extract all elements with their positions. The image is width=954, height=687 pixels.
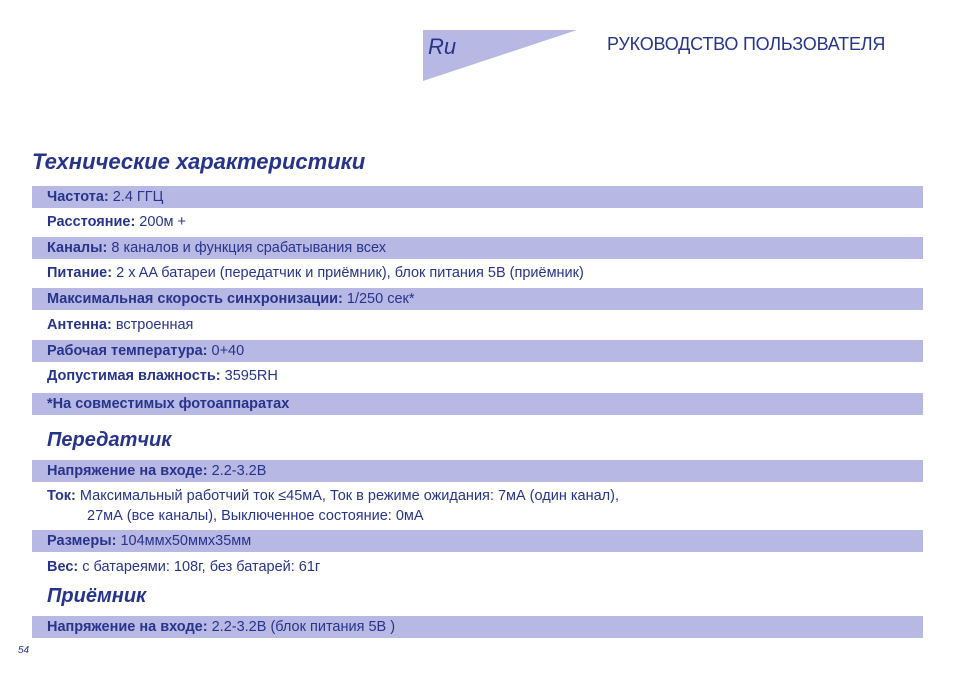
- spec-value: Максимальный работчий ток ≤45мА, Ток в режиме ожидания: 7мА (один канал),: [75, 488, 619, 504]
- spec-value: 2.2-3.2В (блок питания 5В ): [207, 619, 396, 635]
- spec-value: 2.4 ГГЦ: [108, 189, 164, 205]
- transmitter-row-voltage: [32, 460, 923, 482]
- spec-row-antenna: [32, 314, 923, 336]
- spec-label: *На совместимых фотоаппаратах: [47, 396, 290, 412]
- spec-label: Антенна:: [47, 317, 112, 333]
- page-number: 54: [18, 645, 30, 656]
- spec-label: Максимальная скорость синхронизации:: [47, 291, 343, 307]
- spec-value: с батареями: 108г, без батарей: 61г: [78, 559, 321, 575]
- spec-value: встроенная: [111, 317, 194, 333]
- spec-row-frequency: [32, 186, 923, 208]
- receiver-title: Приёмник: [47, 585, 147, 607]
- specs-title: Технические характеристики: [32, 149, 366, 174]
- transmitter-row-weight: [32, 556, 923, 578]
- spec-value: 1/250 сек*: [342, 291, 415, 307]
- spec-label: Размеры:: [47, 533, 117, 549]
- spec-label: Ток:: [47, 488, 76, 504]
- spec-label: Вес:: [47, 559, 79, 575]
- spec-value: 0+40: [207, 343, 245, 359]
- spec-value: 2.2-3.2В: [207, 463, 267, 479]
- spec-label: Напряжение на входе:: [47, 619, 208, 635]
- spec-row-note: [32, 393, 923, 415]
- spec-label: Частота:: [47, 189, 109, 205]
- spec-value: 200м +: [135, 214, 186, 230]
- spec-row-sync-speed: [32, 288, 923, 310]
- language-tab: [423, 30, 577, 81]
- spec-label: Каналы:: [47, 240, 108, 256]
- spec-label: Питание:: [47, 265, 113, 281]
- language-tab-label: Ru: [428, 34, 457, 59]
- spec-value: 2 x AA батареи (передатчик и приёмник), блок питания 5В (приёмник): [112, 265, 584, 281]
- spec-row-range: [32, 211, 923, 233]
- spec-row-channels: [32, 237, 923, 259]
- spec-value: 8 каналов и функция срабатывания всех: [107, 240, 387, 256]
- receiver-row-voltage: [32, 616, 923, 638]
- spec-value: 104ммх50ммх35мм: [116, 533, 252, 549]
- transmitter-row-current: [32, 486, 923, 526]
- spec-label: Напряжение на входе:: [47, 463, 208, 479]
- spec-label: Рабочая температура:: [47, 343, 208, 359]
- spec-label: Расстояние:: [47, 214, 136, 230]
- spec-label: Допустимая влажность:: [47, 368, 221, 384]
- manual-title: РУКОВОДСТВО ПОЛЬЗОВАТЕЛЯ: [607, 34, 886, 54]
- spec-row-power: [32, 262, 923, 284]
- transmitter-row-dimensions: [32, 530, 923, 552]
- spec-value: 3595RH: [220, 368, 278, 384]
- spec-row-humidity: [32, 365, 923, 387]
- spec-value-continued: 27мА (все каналы), Выключенное состояние: 0мА: [87, 508, 424, 524]
- spec-row-temperature: [32, 340, 923, 362]
- transmitter-title: Передатчик: [47, 429, 172, 451]
